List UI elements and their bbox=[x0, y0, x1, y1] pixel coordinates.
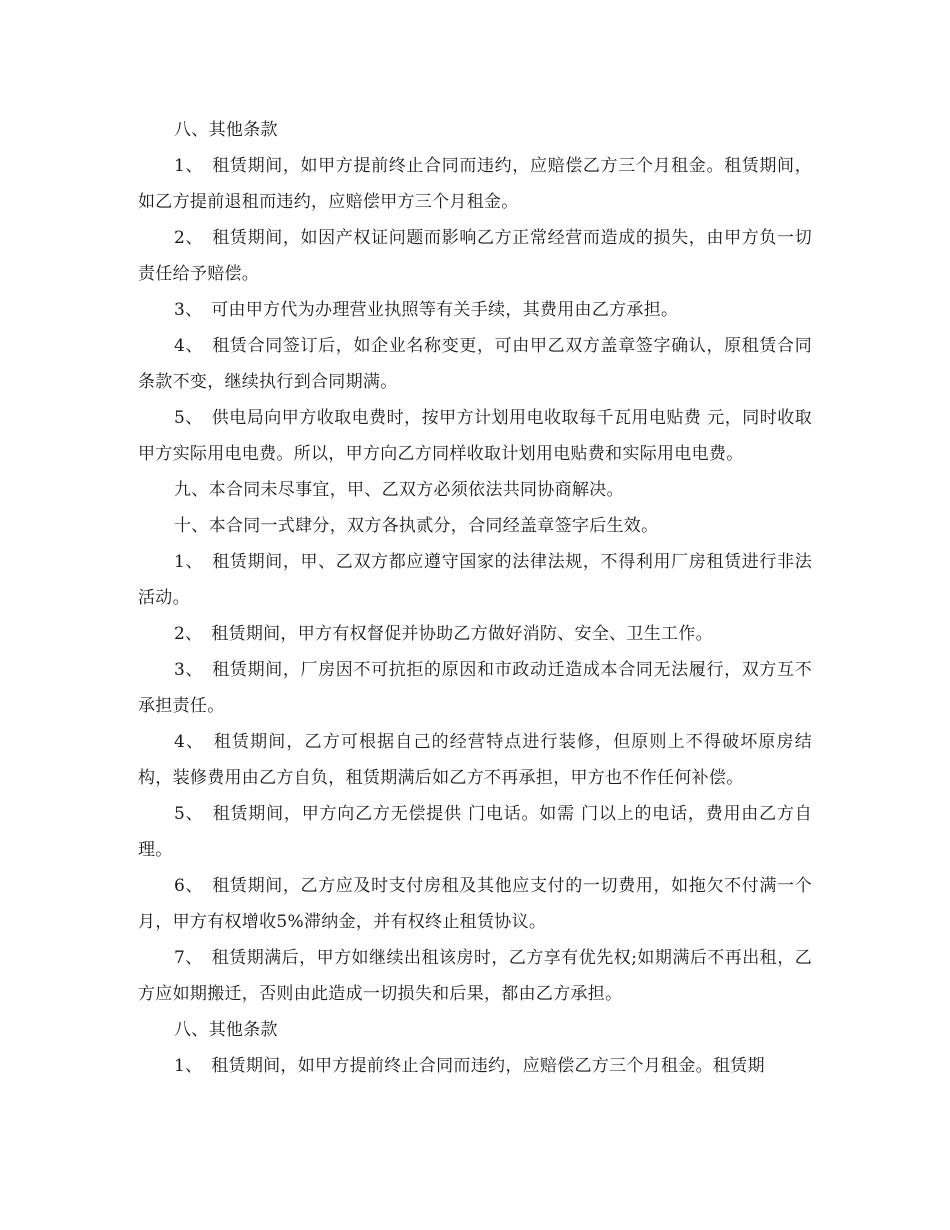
clause-paragraph: 7、 租赁期满后，甲方如继续出租该房时，乙方享有优先权;如期满后不再出租，乙方应如期搬迁，否则由此造成一切损失和后果，都由乙方承担。 bbox=[138, 948, 812, 1004]
clause-paragraph: 4、 租赁期间，乙方可根据自己的经营特点进行装修，但原则上不得破坏原房结构，装修费用由乙方自负，租赁期满后如乙方不再承担，甲方也不作任何补偿。 bbox=[138, 732, 812, 788]
clause-paragraph: 1、 租赁期间，如甲方提前终止合同而违约，应赔偿乙方三个月租金。租赁期 bbox=[174, 1056, 765, 1076]
clause-paragraph: 5、 租赁期间，甲方向乙方无偿提供 门电话。如需 门以上的电话，费用由乙方自理。 bbox=[138, 804, 812, 860]
section-heading-nine: 九、本合同未尽事宜，甲、乙双方必须依法共同协商解决。 bbox=[174, 480, 624, 500]
section-heading-other-terms: 八、其他条款 bbox=[174, 120, 278, 140]
clause-paragraph: 5、 供电局向甲方收取电费时，按甲方计划用电收取每千瓦用电贴费 元，同时收取甲方实际用电电费。所以，甲方向乙方同样收取计划用电贴费和实际用电电费。 bbox=[138, 408, 812, 464]
clause-paragraph: 1、 租赁期间，甲、乙双方都应遵守国家的法律法规，不得利用厂房租赁进行非法活动。 bbox=[138, 552, 812, 608]
clause-paragraph: 1、 租赁期间，如甲方提前终止合同而违约，应赔偿乙方三个月租金。租赁期间，如乙方提前退租而违约，应赔偿甲方三个月租金。 bbox=[138, 156, 812, 212]
clause-paragraph: 2、 租赁期间，甲方有权督促并协助乙方做好消防、安全、卫生工作。 bbox=[174, 624, 713, 644]
clause-paragraph: 3、 租赁期间，厂房因不可抗拒的原因和市政动迁造成本合同无法履行，双方互不承担责任。 bbox=[138, 660, 812, 716]
clause-paragraph: 6、 租赁期间，乙方应及时支付房租及其他应支付的一切费用，如拖欠不付满一个月，甲方有权增收5%滞纳金，并有权终止租赁协议。 bbox=[138, 876, 812, 932]
section-heading-ten: 十、本合同一式肆分，双方各执贰分，合同经盖章签字后生效。 bbox=[174, 516, 659, 536]
section-heading-other-terms: 八、其他条款 bbox=[174, 1020, 278, 1040]
clause-paragraph: 4、 租赁合同签订后，如企业名称变更，可由甲乙双方盖章签字确认，原租赁合同条款不变，继续执行到合同期满。 bbox=[138, 336, 812, 392]
clause-paragraph: 3、 可由甲方代为办理营业执照等有关手续，其费用由乙方承担。 bbox=[174, 300, 679, 320]
clause-paragraph: 2、 租赁期间，如因产权证问题而影响乙方正常经营而造成的损失，由甲方负一切责任给予赔偿。 bbox=[138, 228, 812, 284]
